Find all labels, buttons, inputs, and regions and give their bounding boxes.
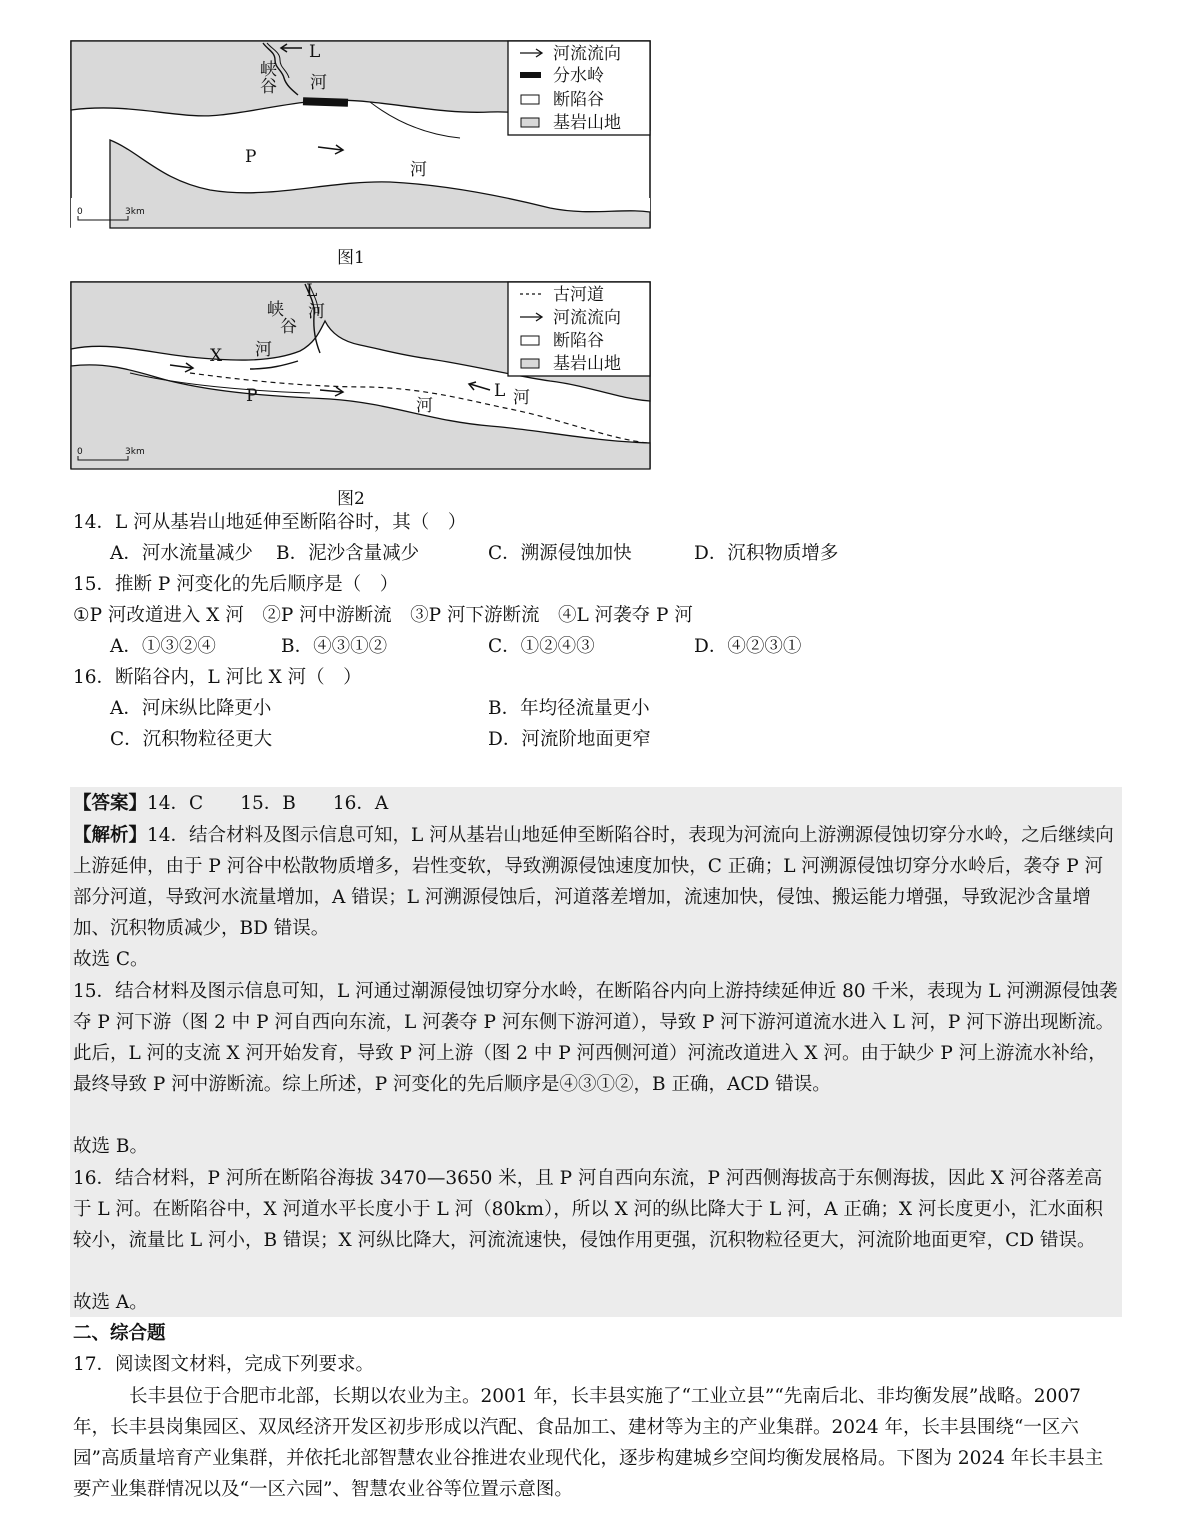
q15-option-c: C．①②④③ [488, 636, 595, 657]
legend-bedrock-icon [521, 359, 539, 368]
svg-text:L: L [494, 381, 506, 401]
analysis-14: 【解析】14．结合材料及图示信息可知，L 河从基岩山地延伸至断陷谷时，表现为河流向上游溯源侵蚀切穿分水岭，之后继续向上游延伸，由于 P 河谷中松散物质增多，岩性变软，导致溯源侵蚀速度加快，C 正确；L 河溯源侵蚀切穿分水岭后，袭夺 P 河部分河道，导致河水流量增加，A 错误；L 河溯源侵蚀后，河道落差增加，流速加快，侵蚀、搬运能力增强，导致泥沙含量增加、沉积物质减少，BD 错误。 [73, 825, 1114, 939]
label-p: P [245, 147, 257, 167]
q14-option-d: D．沉积物质增多 [694, 543, 839, 564]
section-2-title: 二、综合题 [73, 1323, 166, 1344]
svg-text:3km: 3km [125, 207, 145, 217]
figure-2-map [70, 281, 652, 471]
analysis-15-conclusion: 故选 B。 [73, 1136, 148, 1157]
q15-stem: 15．推断 P 河变化的先后顺序是（ ） [73, 574, 399, 595]
q15-option-d: D．④②③① [694, 636, 802, 657]
answer-line [73, 789, 388, 819]
svg-text:0: 0 [77, 207, 83, 217]
legend-divide-icon [520, 72, 541, 78]
legend-rift-icon [521, 336, 539, 345]
answer-text: 14．C 15．B 16．A [147, 793, 389, 814]
svg-text:基岩山地: 基岩山地 [553, 354, 621, 374]
q15-option-b: B．④③①② [281, 636, 388, 657]
svg-text:L: L [306, 281, 318, 301]
label-he-l: 河 [310, 73, 327, 93]
q16-option-d: D．河流阶地面更窄 [488, 729, 651, 750]
q15-option-a: A．①③②④ [110, 636, 216, 657]
analysis-14-conclusion: 故选 C。 [73, 949, 149, 970]
q14-option-c: C．溯源侵蚀加快 [488, 543, 632, 564]
q14-stem: 14．L 河从基岩山地延伸至断陷谷时，其（ ） [73, 512, 467, 533]
svg-text:谷: 谷 [280, 317, 297, 337]
svg-text:断陷谷: 断陷谷 [553, 331, 604, 351]
q14-option-a: A．河水流量减少 [110, 543, 253, 564]
svg-text:河流流向: 河流流向 [553, 308, 621, 328]
figure-2-caption: 图2 [337, 489, 365, 509]
analysis-16: 16．结合材料，P 河所在断陷谷海拔 3470—3650 米，且 P 河自西向东流，P 河西侧海拔高于东侧海拔，因此 X 河谷落差高于 L 河。在断陷谷中，X 河道水平长度小于 L 河（80km），所以 X 河的纵比降大于 L 河，A 正确；X 河长度更小，汇水面积较小，流量比 L 河小，B 错误；X 河纵比降大，河流流速快，侵蚀作用更强，沉积物粒径更大，河流阶地面更窄，CD 错误。 [73, 1168, 1103, 1251]
svg-text:峡: 峡 [267, 300, 284, 320]
q17-material: 长丰县位于合肥市北部，长期以农业为主。2001 年，长丰县实施了“工业立县”“先南后北、非均衡发展”战略。2007 年，长丰县岗集园区、双凤经济开发区初步形成以汽配、食品加工、建材等为主的产业集群。2024 年，长丰县围绕“一区六园”高质量培育产业集群，并依托北部智慧农业谷推进农业现代化，逐步构建城乡空间均衡发展格局。下图为 2024 年长丰县主要产业集群情况以及“一区六园”、智慧农业谷等位置示意图。 [73, 1386, 1104, 1500]
figure-1-caption: 图1 [337, 248, 365, 268]
q16-stem: 16．断陷谷内，L 河比 X 河（ ） [73, 667, 362, 688]
svg-text:P: P [246, 386, 258, 406]
svg-text:断陷谷: 断陷谷 [553, 90, 604, 110]
q16-option-b: B．年均径流量更小 [488, 698, 650, 719]
q16-option-a: A．河床纵比降更小 [110, 698, 272, 719]
analysis-16-conclusion: 故选 A。 [73, 1292, 148, 1313]
q14-option-b: B．泥沙含量减少 [276, 543, 420, 564]
svg-text:河流流向: 河流流向 [553, 44, 621, 64]
svg-text:河: 河 [513, 388, 530, 408]
label-l: L [309, 42, 321, 62]
divide-ridge [303, 97, 348, 107]
figure-1-map [70, 40, 652, 230]
legend-rift-icon [521, 95, 539, 104]
svg-text:古河道: 古河道 [553, 285, 604, 305]
q16-option-c: C．沉积物粒径更大 [110, 729, 273, 750]
q15-items: ①P 河改道进入 X 河 ②P 河中游断流 ③P 河下游断流 ④L 河袭夺 P 河 [73, 605, 693, 626]
label-gu: 谷 [260, 77, 277, 97]
legend-bedrock-icon [521, 118, 539, 127]
analysis-label: 【解析】 [73, 825, 148, 846]
svg-text:0: 0 [77, 447, 83, 457]
svg-text:分水岭: 分水岭 [553, 66, 604, 86]
svg-text:3km: 3km [125, 447, 145, 457]
svg-text:河: 河 [255, 340, 272, 360]
q17-stem: 17．阅读图文材料，完成下列要求。 [73, 1354, 375, 1375]
answer-label: 【答案】 [73, 793, 148, 814]
svg-text:河: 河 [308, 302, 325, 322]
analysis-15: 15．结合材料及图示信息可知，L 河通过潮源侵蚀切穿分水岭，在断陷谷内向上游持续延伸近 80 千米，表现为 L 河溯源侵蚀袭夺 P 河下游（图 2 中 P 河自西向东流，L 河袭夺 P 河东侧下游河道），导致 P 河下游河道流水进入 L 河，P 河下游出现断流。此后，L 河的支流 X 河开始发育，导致 P 河上游（图 2 中 P 河西侧河道）河流改道进入 X 河。由于缺少 P 河上游流水补给，最终导致 P 河中游断流。综上所述，P 河变化的先后顺序是④③①②，B 正确，ACD 错误。 [73, 981, 1118, 1095]
svg-text:X: X [210, 346, 223, 366]
label-he-p: 河 [410, 160, 427, 180]
svg-text:河: 河 [416, 396, 433, 416]
svg-text:基岩山地: 基岩山地 [553, 113, 621, 133]
label-xia: 峡 [260, 60, 277, 80]
